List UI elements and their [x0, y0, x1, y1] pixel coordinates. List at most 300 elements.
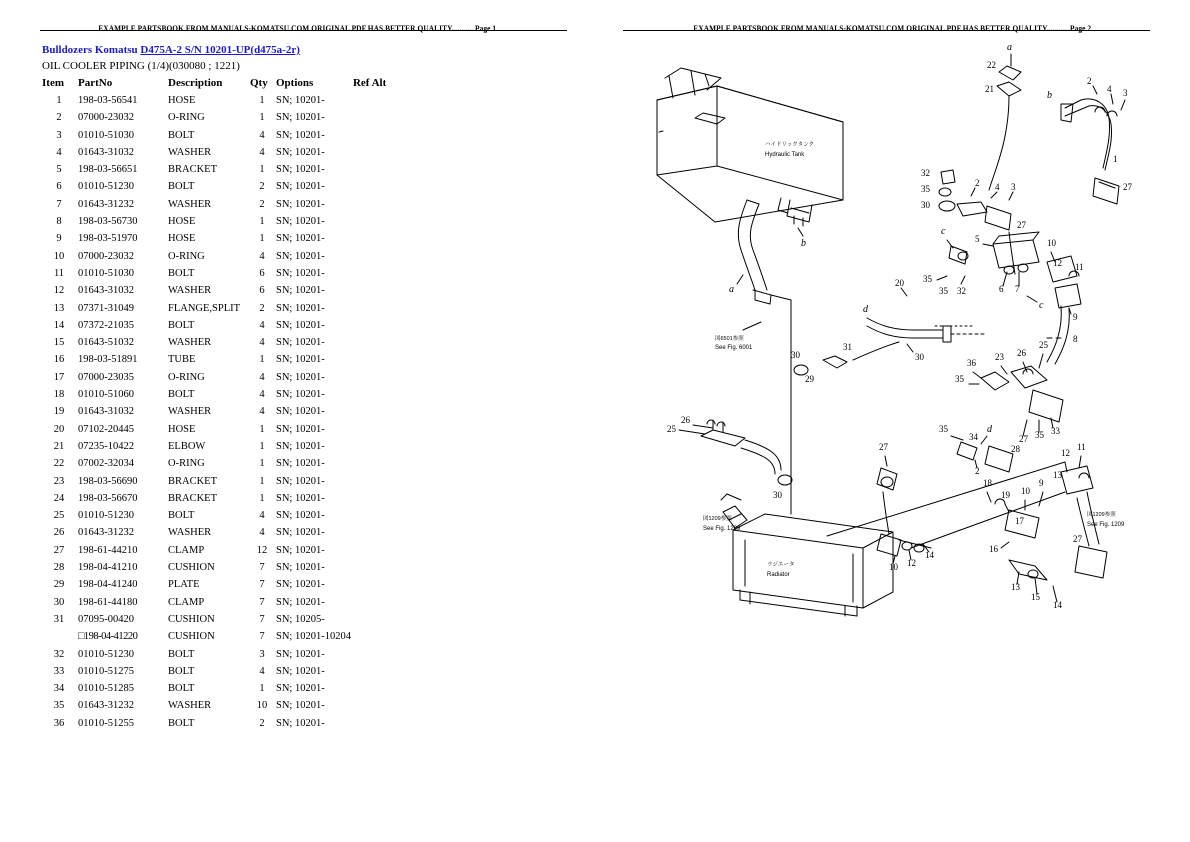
svg-text:3: 3 — [1011, 182, 1016, 192]
cell-options: SN; 10205- — [276, 613, 325, 625]
svg-text:Hydraulic Tank: Hydraulic Tank — [765, 152, 805, 158]
cell-options: SN; 10201- — [276, 648, 325, 660]
cell-description: CLAMP — [168, 544, 205, 556]
svg-text:b: b — [801, 238, 806, 249]
table-row — [42, 697, 407, 714]
cell-refalt — [351, 438, 407, 455]
cell-description: WASHER — [168, 198, 212, 210]
cell-options: SN; 10201- — [276, 319, 325, 331]
cell-options: SN; 10201- — [276, 354, 325, 366]
cell-refalt — [351, 127, 407, 144]
svg-text:a: a — [1007, 42, 1012, 53]
table-row — [42, 109, 407, 126]
cell-options: SN; 10201-10204 — [276, 631, 351, 643]
page-title — [42, 44, 300, 56]
cell-refalt — [351, 507, 407, 524]
col-item: Item — [42, 77, 64, 89]
cell-options: SN; 10201- — [276, 112, 325, 124]
col-options: Options — [276, 77, 314, 89]
svg-text:8: 8 — [1073, 334, 1078, 344]
svg-text:25: 25 — [667, 424, 676, 434]
svg-text:35: 35 — [921, 184, 930, 194]
svg-text:28: 28 — [1011, 444, 1020, 454]
cell-options: SN; 10201- — [276, 665, 325, 677]
cell-item: 9 — [56, 233, 62, 245]
cell-options: SN; 10201- — [276, 198, 325, 210]
cell-options: SN; 10201- — [276, 717, 325, 729]
cell-description: CUSHION — [168, 613, 215, 625]
cell-item: 32 — [53, 648, 65, 660]
cell-partno: 07095-00420 — [78, 613, 134, 625]
cell-description: ELBOW — [168, 440, 206, 452]
cell-refalt — [351, 697, 407, 714]
cell-options: SN; 10201- — [276, 302, 325, 314]
svg-text:9: 9 — [1039, 478, 1044, 488]
svg-text:35: 35 — [923, 274, 932, 284]
svg-text:図1209参照: 図1209参照 — [703, 516, 732, 522]
table-row — [42, 473, 407, 490]
cell-qty: 4 — [259, 389, 265, 401]
cell-partno: 07102-20445 — [78, 423, 134, 435]
assembly-subtitle: OIL COOLER PIPING (1/4)(030080 ; 1221) — [42, 60, 240, 72]
cell-options: SN; 10201- — [276, 683, 325, 695]
cell-partno: 01010-51275 — [78, 665, 134, 677]
table-row — [42, 161, 407, 178]
cell-item: 14 — [53, 319, 65, 331]
cell-refalt — [351, 386, 407, 403]
cell-item: 5 — [56, 164, 62, 176]
cell-refalt — [351, 403, 407, 420]
cell-refalt — [351, 559, 407, 576]
cell-item: 22 — [53, 458, 65, 470]
cell-item: 17 — [53, 371, 65, 383]
cell-options: SN; 10201- — [276, 337, 325, 349]
table-row — [42, 178, 407, 195]
cell-options: SN; 10201- — [276, 544, 325, 556]
cell-partno: 198-03-56651 — [78, 164, 138, 176]
cell-partno: 01010-51285 — [78, 683, 134, 695]
cell-qty: 1 — [259, 683, 265, 695]
table-row — [42, 524, 407, 541]
col-refalt: Ref Alt — [352, 77, 387, 89]
svg-text:34: 34 — [969, 432, 978, 442]
col-partno: PartNo — [78, 77, 113, 89]
cell-qty: 3 — [259, 648, 265, 660]
cell-item: 31 — [53, 613, 65, 625]
cell-qty: 1 — [259, 164, 265, 176]
table-row-alternate — [42, 628, 407, 645]
table-row — [42, 386, 407, 403]
cell-qty: 7 — [259, 596, 265, 608]
left-page-header — [0, 18, 595, 36]
cell-partno: 07372-21035 — [78, 319, 134, 331]
cell-options: SN; 10201- — [276, 371, 325, 383]
cell-item: 18 — [53, 389, 65, 401]
table-row — [42, 213, 407, 230]
cell-options: SN; 10201- — [276, 700, 325, 712]
svg-text:26: 26 — [681, 415, 690, 425]
cell-qty: 4 — [259, 146, 265, 158]
cell-qty: 2 — [259, 181, 265, 193]
svg-text:36: 36 — [967, 358, 976, 368]
cell-options: SN; 10201- — [276, 440, 325, 452]
cell-description: BOLT — [168, 665, 195, 677]
cell-qty: 4 — [259, 250, 265, 262]
svg-text:c: c — [1039, 300, 1044, 311]
cell-description: HOSE — [168, 423, 196, 435]
cell-item: 11 — [53, 267, 65, 279]
cell-qty: 2 — [259, 198, 265, 210]
svg-text:16: 16 — [989, 544, 998, 554]
cell-description: HOSE — [168, 216, 196, 228]
svg-text:27: 27 — [1017, 220, 1026, 230]
cell-description: O-RING — [168, 458, 205, 470]
cell-item: 26 — [53, 527, 65, 539]
cell-item: 1 — [56, 95, 62, 106]
cell-partno: 198-03-56730 — [78, 216, 138, 228]
cell-qty: 6 — [259, 267, 265, 279]
svg-text:32: 32 — [957, 286, 966, 296]
svg-text:10: 10 — [1047, 238, 1056, 248]
cell-item: 21 — [53, 440, 65, 452]
table-header-row — [42, 76, 407, 92]
cell-qty: 4 — [259, 371, 265, 383]
svg-text:2: 2 — [1087, 76, 1092, 86]
cell-partno: 07002-32034 — [78, 458, 134, 470]
svg-text:32: 32 — [921, 168, 930, 178]
table-row — [42, 248, 407, 265]
cell-qty: 4 — [259, 510, 265, 522]
cell-partno: 01010-51060 — [78, 389, 134, 401]
svg-text:1: 1 — [1113, 154, 1118, 164]
cell-qty: 7 — [259, 562, 265, 574]
svg-text:Radiator: Radiator — [767, 572, 790, 578]
svg-text:31: 31 — [843, 342, 852, 352]
cell-refalt — [351, 282, 407, 299]
svg-text:7: 7 — [1015, 284, 1020, 294]
cell-qty: 1 — [259, 458, 265, 470]
cell-partno: 198-03-51891 — [78, 354, 138, 366]
cell-partno: 01010-51255 — [78, 717, 134, 729]
cell-item: 2 — [56, 112, 62, 124]
cell-item: 30 — [53, 596, 65, 608]
table-row — [42, 490, 407, 507]
cell-description: WASHER — [168, 700, 212, 712]
svg-text:35: 35 — [1035, 430, 1044, 440]
table-row — [42, 300, 407, 317]
cell-description: FLANGE,SPLIT — [168, 302, 241, 314]
cell-options: SN; 10201- — [276, 181, 325, 193]
cell-item: 3 — [56, 129, 62, 141]
svg-text:13: 13 — [1011, 582, 1020, 592]
table-row — [42, 196, 407, 213]
cell-options: SN; 10201- — [276, 596, 325, 608]
table-row — [42, 369, 407, 386]
cell-qty: 1 — [259, 492, 265, 504]
cell-partno: 07000-23032 — [78, 250, 134, 262]
cell-item: 20 — [53, 423, 65, 435]
table-row — [42, 282, 407, 299]
cell-item: 23 — [53, 475, 65, 487]
cell-partno: 01010-51030 — [78, 267, 134, 279]
col-qty: Qty — [250, 77, 268, 89]
table-row — [42, 507, 407, 524]
cell-options: SN; 10201- — [276, 250, 325, 262]
cell-refalt — [351, 421, 407, 438]
cell-options: SN; 10201- — [276, 164, 325, 176]
svg-text:21: 21 — [985, 84, 994, 94]
cell-description: WASHER — [168, 337, 212, 349]
svg-text:27: 27 — [1019, 434, 1028, 444]
svg-text:26: 26 — [1017, 348, 1026, 358]
cell-partno: 01643-31232 — [78, 198, 134, 210]
svg-text:14: 14 — [1053, 600, 1062, 610]
cell-description: WASHER — [168, 146, 212, 158]
cell-description: O-RING — [168, 371, 205, 383]
svg-text:図1209参照: 図1209参照 — [1087, 512, 1116, 518]
cell-partno: 198-61-44210 — [78, 544, 138, 556]
cell-refalt — [351, 334, 407, 351]
cell-options: SN; 10201- — [276, 562, 325, 574]
svg-text:See Fig. 1209: See Fig. 1209 — [703, 526, 741, 532]
cell-description: CUSHION — [168, 562, 215, 574]
cell-options: SN; 10201- — [276, 129, 325, 141]
cell-refalt — [351, 161, 407, 178]
cell-qty: 7 — [259, 613, 265, 625]
table-row — [42, 317, 407, 334]
table-row — [42, 680, 407, 697]
cell-qty: 4 — [259, 527, 265, 539]
svg-text:4: 4 — [1107, 84, 1112, 94]
svg-text:12: 12 — [1061, 448, 1070, 458]
svg-text:d: d — [863, 304, 868, 315]
cell-partno: □198-04-41220 — [78, 631, 138, 643]
cell-options: SN; 10201- — [276, 95, 325, 106]
table-row — [42, 351, 407, 368]
cell-partno: 198-04-41240 — [78, 579, 138, 591]
cell-qty: 1 — [259, 112, 265, 124]
cell-item: 4 — [56, 146, 62, 158]
cell-qty: 4 — [259, 406, 265, 418]
cell-refalt — [351, 473, 407, 490]
cell-options: SN; 10201- — [276, 492, 325, 504]
exploded-parts-diagram — [595, 0, 1190, 842]
cell-description: O-RING — [168, 112, 205, 124]
cell-item: 16 — [53, 354, 65, 366]
cell-refalt — [351, 715, 407, 732]
cell-description: WASHER — [168, 285, 212, 297]
svg-text:図6501参照: 図6501参照 — [715, 336, 744, 342]
cell-refalt — [351, 524, 407, 541]
cell-refalt — [351, 317, 407, 334]
cell-partno: 01643-31032 — [78, 406, 134, 418]
cell-refalt — [351, 230, 407, 247]
cell-description: HOSE — [168, 233, 196, 245]
cell-item: 36 — [53, 717, 65, 729]
cell-item: 13 — [53, 302, 65, 314]
table-row — [42, 542, 407, 559]
left-header-text: EXAMPLE PARTSBOOK FROM MANUALS-KOMATSU.COM ORIGINAL PDF HAS BETTER QUALITY............Page 1 — [98, 24, 497, 33]
cell-options: SN; 10201- — [276, 458, 325, 470]
cell-refalt — [351, 542, 407, 559]
cell-refalt — [351, 265, 407, 282]
cell-refalt — [351, 455, 407, 472]
cell-item: 12 — [53, 285, 65, 297]
cell-options: SN; 10201- — [276, 527, 325, 539]
cell-refalt — [351, 109, 407, 126]
table-row — [42, 663, 407, 680]
cell-refalt — [351, 196, 407, 213]
table-row — [42, 127, 407, 144]
svg-text:15: 15 — [1031, 592, 1040, 602]
cell-qty: 2 — [259, 717, 265, 729]
title-model[interactable]: D475A-2 S/N 10201-UP(d475a-2r) — [140, 44, 300, 56]
svg-text:30: 30 — [915, 352, 924, 362]
cell-item: 7 — [56, 198, 62, 210]
cell-description: HOSE — [168, 95, 196, 106]
parts-table-body — [42, 92, 407, 732]
svg-text:3: 3 — [1123, 88, 1128, 98]
svg-text:b: b — [1047, 90, 1052, 101]
cell-refalt — [351, 490, 407, 507]
cell-qty: 2 — [259, 302, 265, 314]
cell-qty: 4 — [259, 319, 265, 331]
svg-text:33: 33 — [1051, 426, 1060, 436]
svg-text:See Fig. 6001: See Fig. 6001 — [715, 345, 753, 351]
cell-refalt — [351, 594, 407, 611]
cell-options: SN; 10201- — [276, 406, 325, 418]
cell-options: SN; 10201- — [276, 510, 325, 522]
cell-description: CUSHION — [168, 631, 215, 643]
cell-refalt — [351, 663, 407, 680]
cell-options: SN; 10201- — [276, 216, 325, 228]
cell-partno: 01010-51230 — [78, 648, 134, 660]
cell-refalt — [351, 576, 407, 593]
cell-refalt — [351, 646, 407, 663]
svg-text:ハイドリックタンク: ハイドリックタンク — [765, 142, 815, 148]
cell-partno: 07235-10422 — [78, 440, 134, 452]
cell-qty: 7 — [259, 631, 265, 643]
svg-text:35: 35 — [939, 286, 948, 296]
svg-text:2: 2 — [975, 466, 980, 476]
svg-text:22: 22 — [987, 60, 996, 70]
svg-text:11: 11 — [1075, 262, 1084, 272]
svg-text:35: 35 — [939, 424, 948, 434]
cell-options: SN; 10201- — [276, 146, 325, 158]
right-header-text: EXAMPLE PARTSBOOK FROM MANUALS-KOMATSU.COM ORIGINAL PDF HAS BETTER QUALITY............Page 2 — [693, 24, 1092, 33]
cell-options: SN; 10201- — [276, 423, 325, 435]
cell-options: SN; 10201- — [276, 579, 325, 591]
cell-description: BOLT — [168, 181, 195, 193]
cell-refalt — [351, 178, 407, 195]
table-row — [42, 144, 407, 161]
svg-text:d: d — [987, 424, 992, 435]
svg-text:11: 11 — [1077, 442, 1086, 452]
svg-text:10: 10 — [889, 562, 898, 572]
svg-text:29: 29 — [805, 374, 814, 384]
cell-description: BOLT — [168, 129, 195, 141]
cell-description: BOLT — [168, 510, 195, 522]
cell-description: WASHER — [168, 527, 212, 539]
svg-text:20: 20 — [895, 278, 904, 288]
table-row — [42, 594, 407, 611]
cell-partno: 01010-51230 — [78, 181, 134, 193]
cell-partno: 01643-31232 — [78, 700, 134, 712]
cell-description: BOLT — [168, 389, 195, 401]
cell-refalt — [351, 369, 407, 386]
cell-description: O-RING — [168, 250, 205, 262]
cell-item: 10 — [53, 250, 65, 262]
cell-partno: 198-03-56541 — [78, 95, 138, 106]
cell-partno: 01010-51030 — [78, 129, 134, 141]
cell-qty: 1 — [259, 423, 265, 435]
cell-item: 19 — [53, 406, 65, 418]
cell-qty: 4 — [259, 337, 265, 349]
cell-item: 35 — [53, 700, 65, 712]
svg-text:35: 35 — [955, 374, 964, 384]
svg-text:30: 30 — [791, 350, 800, 360]
cell-partno: 198-61-44180 — [78, 596, 138, 608]
cell-description: PLATE — [168, 579, 200, 591]
svg-text:27: 27 — [879, 442, 888, 452]
table-row — [42, 92, 407, 109]
cell-qty: 1 — [259, 216, 265, 228]
cell-refalt — [351, 248, 407, 265]
cell-refalt — [351, 628, 407, 645]
svg-text:30: 30 — [773, 490, 782, 500]
cell-options: SN; 10201- — [276, 475, 325, 487]
svg-text:12: 12 — [1053, 258, 1062, 268]
cell-refalt — [351, 611, 407, 628]
svg-text:5: 5 — [975, 234, 980, 244]
table-row — [42, 334, 407, 351]
left-header-rule — [40, 30, 567, 31]
cell-options: SN; 10201- — [276, 285, 325, 297]
title-prefix: Bulldozers Komatsu — [42, 44, 138, 56]
table-row — [42, 559, 407, 576]
cell-partno: 01643-51032 — [78, 337, 134, 349]
table-row — [42, 715, 407, 732]
cell-qty: 12 — [256, 544, 268, 556]
table-row — [42, 230, 407, 247]
table-row — [42, 438, 407, 455]
cell-qty: 1 — [259, 475, 265, 487]
svg-text:ラジエータ: ラジエータ — [767, 562, 795, 568]
svg-text:27: 27 — [1073, 534, 1082, 544]
cell-partno: 01643-31032 — [78, 146, 134, 158]
cell-qty: 1 — [259, 95, 265, 106]
svg-text:12: 12 — [907, 558, 916, 568]
cell-partno: 07000-23035 — [78, 371, 134, 383]
cell-refalt — [351, 351, 407, 368]
cell-description: BOLT — [168, 319, 195, 331]
cell-refalt — [351, 680, 407, 697]
cell-item: 15 — [53, 337, 65, 349]
cell-options: SN; 10201- — [276, 267, 325, 279]
cell-partno: 07371-31049 — [78, 302, 134, 314]
svg-text:13: 13 — [1053, 470, 1062, 480]
table-row — [42, 421, 407, 438]
cell-description: BRACKET — [168, 492, 218, 504]
svg-text:c: c — [941, 226, 946, 237]
table-row — [42, 265, 407, 282]
svg-text:25: 25 — [1039, 340, 1048, 350]
svg-text:10: 10 — [1021, 486, 1030, 496]
cell-refalt — [351, 92, 407, 109]
cell-refalt — [351, 144, 407, 161]
svg-text:2: 2 — [975, 178, 980, 188]
table-row — [42, 455, 407, 472]
